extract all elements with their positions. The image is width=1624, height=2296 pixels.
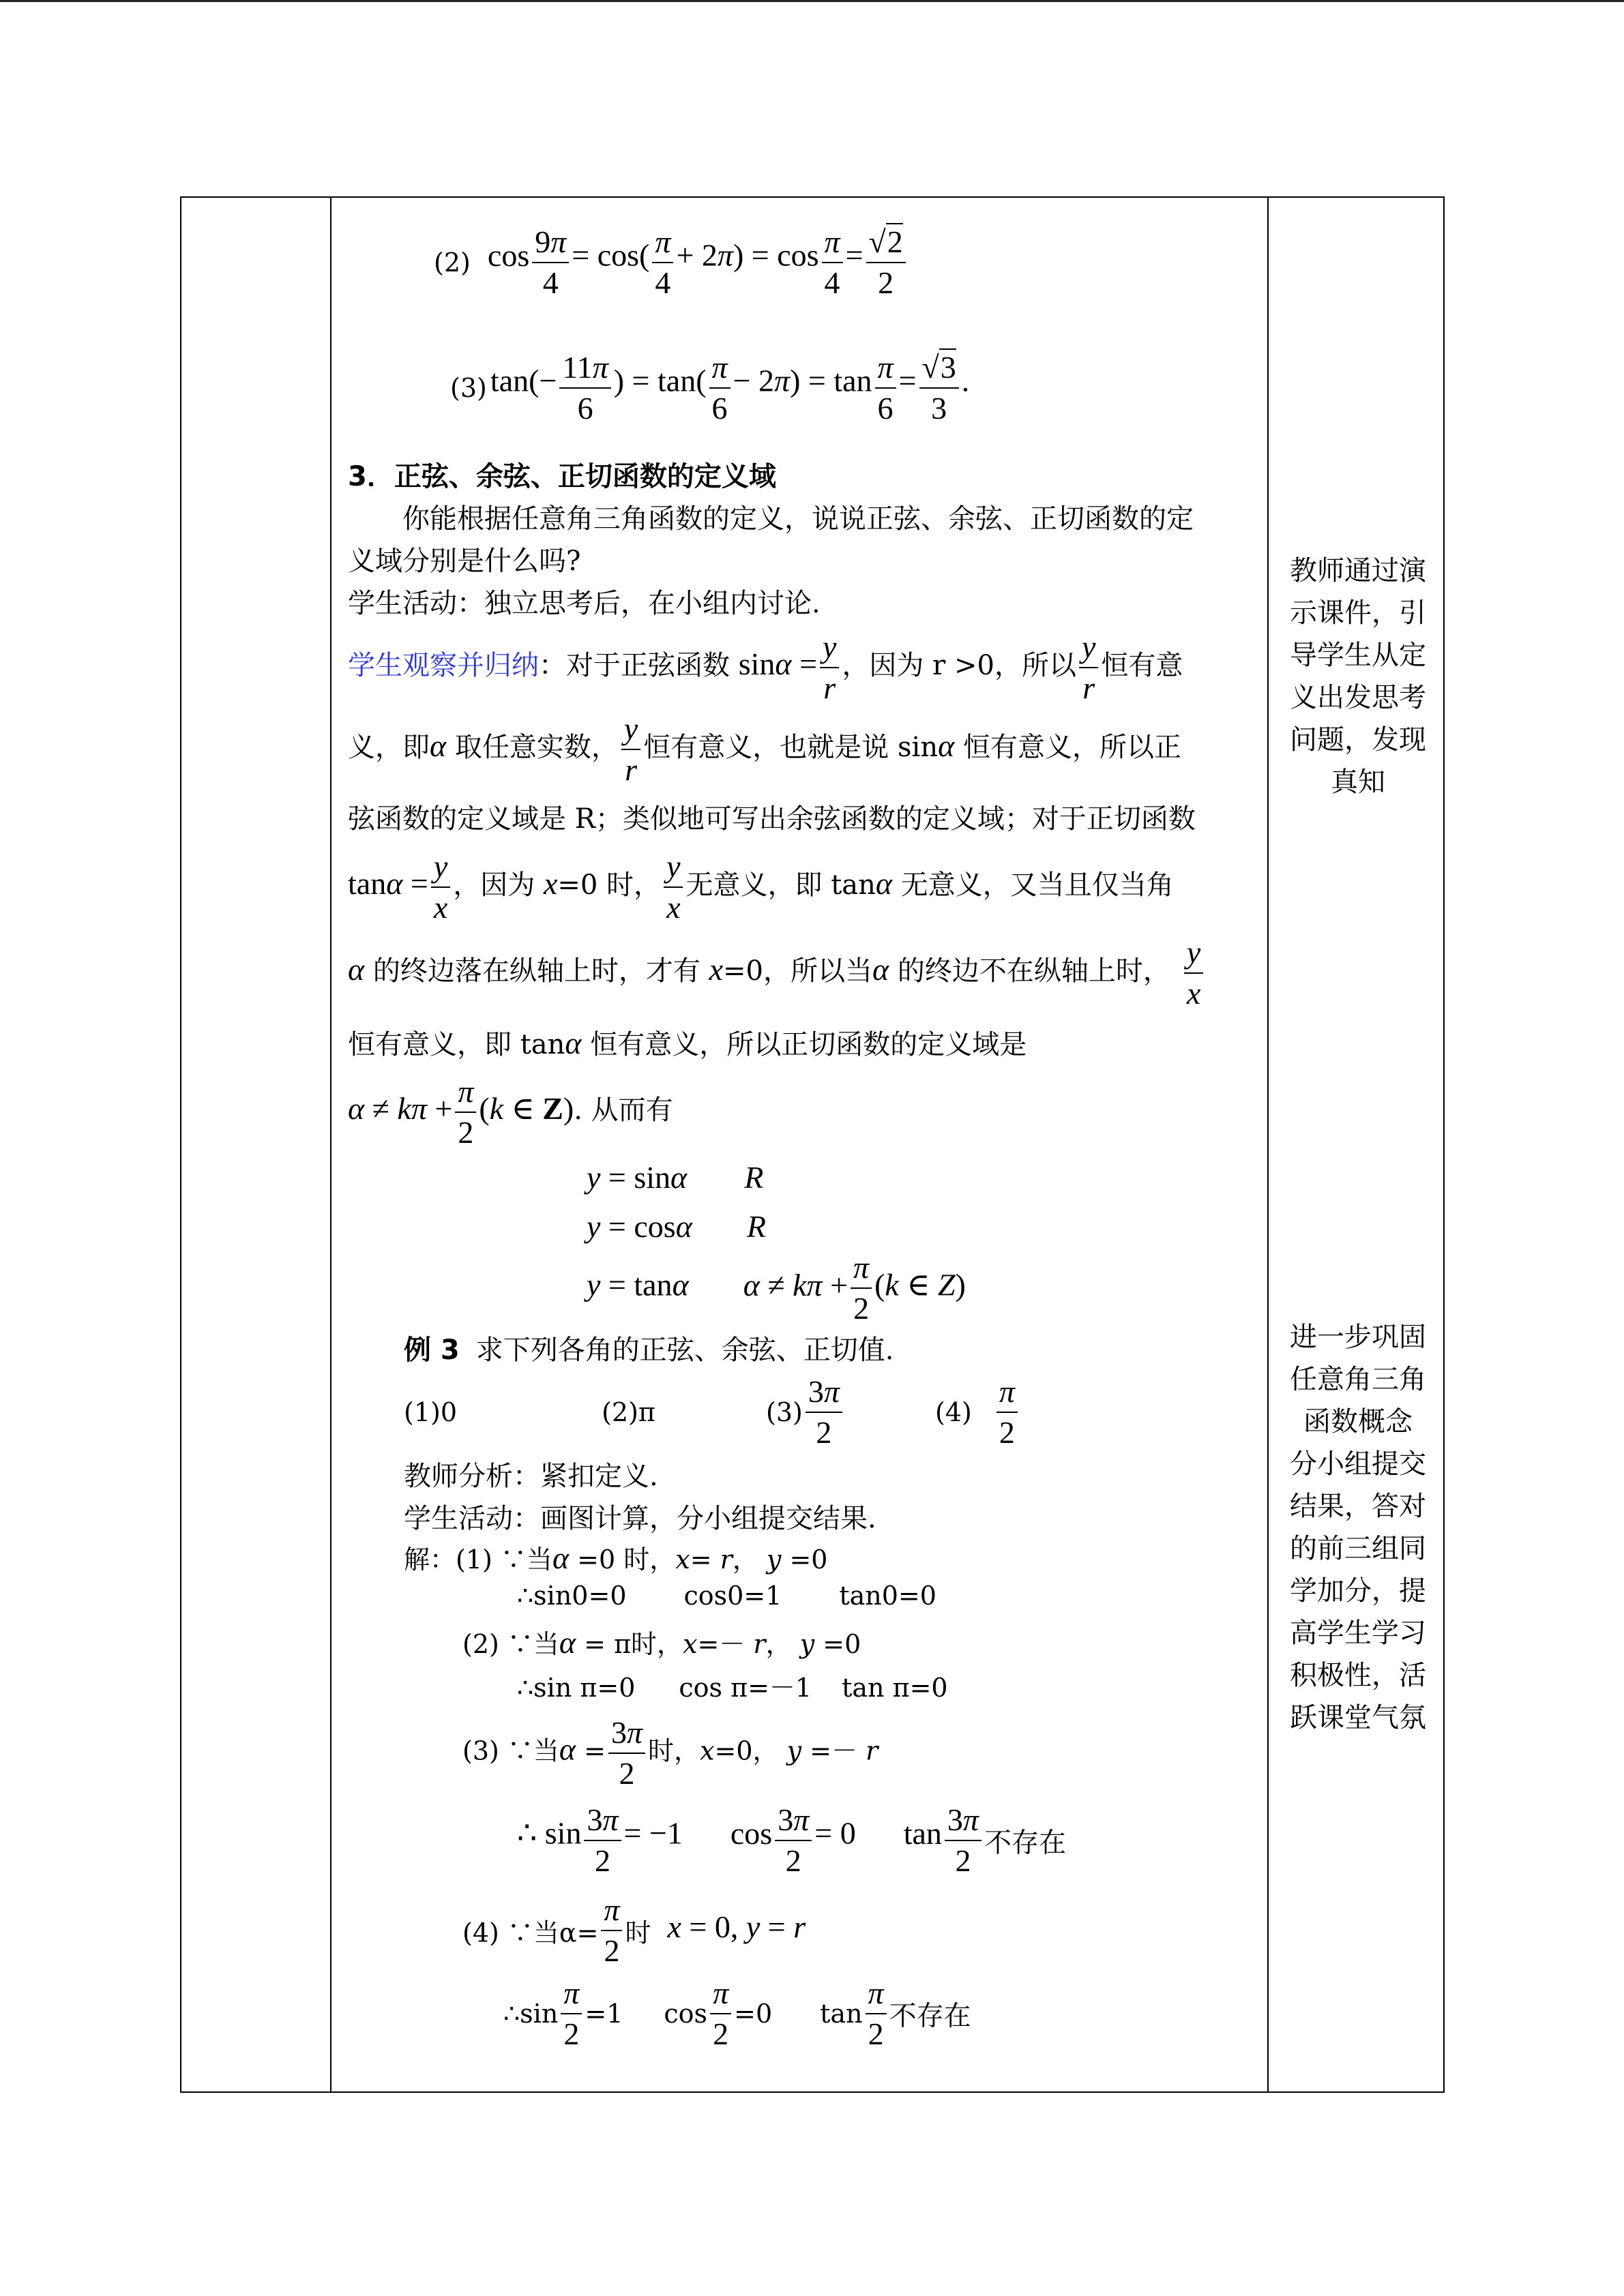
equation-3: (3) tan(− $\frac{11\pi}{6}$ ) = tan( $\frac{\pi}{6}$ − 2π) = tan $\frac{\pi}{6}$ = $\frac{√3}{3}$ . bbox=[450, 348, 969, 428]
teacher-analysis: 教师分析：紧扣定义. bbox=[404, 1461, 658, 1492]
column-divider-2 bbox=[1267, 198, 1269, 2091]
solution-4-result: ∴sin $\frac{\pi}{2}$ =1 cos $\frac{\pi}{2}$ =0 tan $\frac{\pi}{2}$ 不存在 bbox=[503, 1973, 971, 2054]
section-3-title: 3．正弦、余弦、正切函数的定义域 bbox=[348, 461, 776, 492]
paragraph-line-6: 恒有意义，即 tanα 恒有意义，所以正切函数的定义域是 bbox=[348, 1026, 1027, 1060]
solution-3-result: ∴ sin $\frac{3\pi}{2}$ = −1 cos $\frac{3\pi}{2}$ = 0 tan $\frac{3\pi}{2}$ 不存在 bbox=[517, 1800, 1066, 1881]
solution-1-result: ∴sin0=0 cos0=1 tan0=0 bbox=[517, 1581, 936, 1611]
domain-cos: y = cosα R bbox=[587, 1209, 766, 1244]
paragraph-line-4: tanα = $\frac{y}{x}$ ，因为 x=0 时， $\frac{y}{x}$ 无意义，即 tanα 无意义，又当且仅当角 bbox=[348, 847, 1174, 927]
student-activity: 学生活动：独立思考后，在小组内讨论. bbox=[348, 588, 821, 619]
paragraph-line-2: 义，即α 取任意实数， $\frac{y}{r}$ 恒有意义，也就是说 sinα 恒有意义，所以正 bbox=[348, 709, 1181, 790]
paragraph-line-1: 学生观察并归纳：对于正弦函数 sinα = $\frac{y}{r}$ ，因为 r >0，所以 $\frac{y}{r}$ 恒有意 bbox=[348, 627, 1183, 708]
student-activity-2: 学生活动：画图计算，分小组提交结果. bbox=[404, 1503, 876, 1534]
equation-2: (2) cos $\frac{9\pi}{4}$ = cos( $\frac{\pi}{4}$ + 2π) = cos $\frac{\pi}{4}$ = $\frac{√2}{2}$ bbox=[434, 222, 909, 303]
observe-label: 学生观察并归纳 bbox=[348, 650, 539, 681]
domain-sin: y = sinα R bbox=[587, 1160, 764, 1195]
teacher-note-1: 教师通过演 示课件，引 导学生从定 义出发思考 问题，发现 真知 bbox=[1290, 555, 1426, 798]
example-3-items: (1)0 (2)π (3) $\frac{3\pi}{2}$ (4) $\frac{\pi}{2}$ bbox=[404, 1372, 1020, 1452]
paragraph-line-7: α ≠ kπ + $\frac{\pi}{2}$ (k ∈ Z). 从而有 bbox=[348, 1072, 673, 1152]
solution-2-cond: (2) ∵当α = π时，x=－ r， y =0 bbox=[462, 1625, 861, 1660]
column-divider-1 bbox=[330, 198, 331, 2091]
paragraph-line-5: α 的终边落在纵轴上时，才有 x=0，所以当α 的终边不在纵轴上时， $\frac{y}{x}$ bbox=[348, 933, 1206, 1013]
teacher-note-2: 进一步巩固 任意角三角 函数概念 分小组提交 结果，答对 的前三组同 学加分，提 高学生学习 积极性，活 跃课堂气氛 bbox=[1290, 1322, 1426, 1733]
paragraph-line-3: 弦函数的定义域是 R；类似地可写出余弦函数的定义域；对于正切函数 bbox=[348, 803, 1196, 835]
question-line-2: 义域分别是什么吗? bbox=[348, 546, 581, 577]
solution-2-result: ∴sin π=0 cos π=－1 tan π=0 bbox=[517, 1673, 948, 1703]
domain-tan: y = tanα α ≠ kπ + $\frac{\pi}{2}$ (k ∈ Z) bbox=[587, 1248, 966, 1328]
question-line-1: 你能根据任意角三角函数的定义，说说正弦、余弦、正切函数的定 bbox=[402, 503, 1194, 535]
solution-1-cond: 解：(1) ∵当α =0 时，x= r， y =0 bbox=[404, 1540, 828, 1575]
solution-3-cond: (3) ∵当α = $\frac{3\pi}{2}$ 时，x=0， y =－ r bbox=[462, 1713, 878, 1793]
example-3-heading: 例 3 求下列各角的正弦、余弦、正切值. bbox=[404, 1335, 894, 1366]
solution-4-cond: (4) ∵当α= $\frac{\pi}{2}$ 时 x = 0, y = r bbox=[462, 1890, 806, 1971]
page-top-rule bbox=[0, 0, 1624, 2]
